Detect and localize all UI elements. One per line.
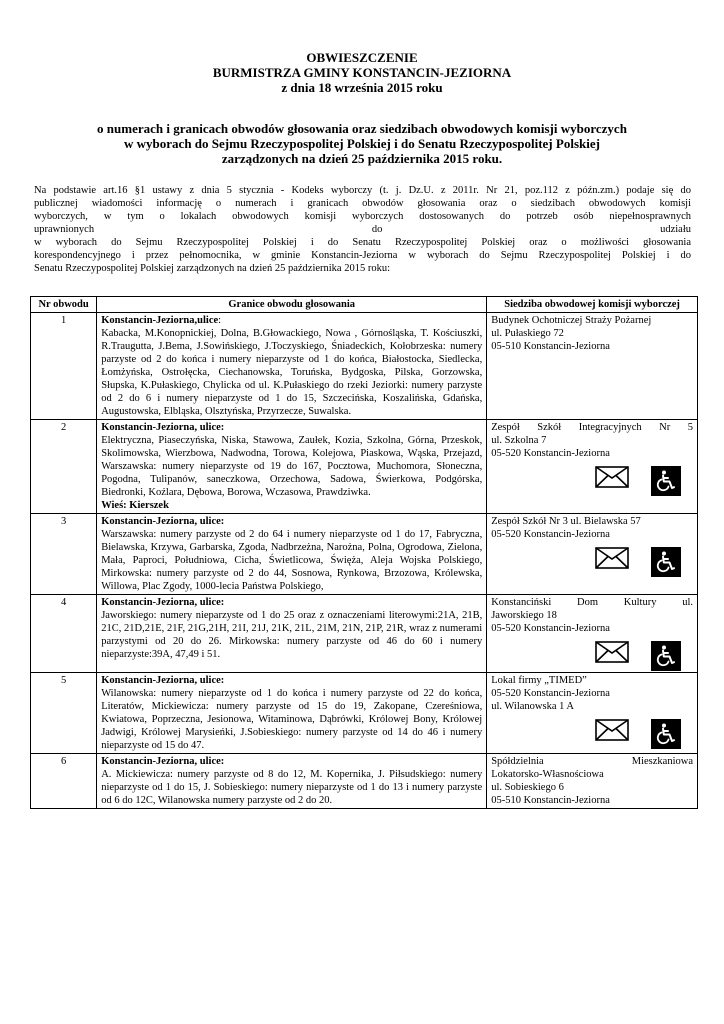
- header-title: OBWIESZCZENIE: [306, 50, 418, 65]
- table-row: [31, 595, 698, 673]
- subject-line-1: o numerach i granicach obwodów głosowania oraz siedzibach obwodowych komisji wyborczych: [97, 121, 627, 136]
- boundary-heading: Konstancin-Jeziorna,ulice: [101, 315, 219, 326]
- seat-line: 05-520 Konstancin-Jeziorna: [491, 529, 610, 540]
- seat-line: Spółdzielnia Mieszkaniowa: [491, 756, 693, 767]
- intro-line: [34, 223, 691, 236]
- commission-seat: [487, 754, 698, 809]
- intro-line: w wyborach do Sejmu Rzeczypospolitej Polskiej i do Senatu Rzeczypospolitej Polskiej oraz o możliwości głosowania: [34, 237, 691, 248]
- seat-line: Lokatorsko-Własnościowa: [491, 769, 604, 780]
- seat-line: Zespół Szkół Integracyjnych Nr 5: [491, 422, 693, 433]
- district-boundaries: [97, 754, 487, 809]
- boundary-streets: Jaworskiego: numery nieparzyste od 1 do 25 oraz z oznaczeniami literowymi:21A, 21B, 21C, 21D,21E, 21F, 21G,21H, 21I, 21J, 21K, 21L, 21M, 21N, 21P, 21R, wraz z numerami parzystymi od 20 do 26. Mirkowska: numery parzyste od 46 do 60 i numery nieparzyste:39A, 47,49 i 51.: [101, 610, 483, 660]
- seat-icons: [491, 719, 693, 749]
- boundary-heading: Konstancin-Jeziorna, ulice:: [101, 422, 225, 433]
- boundary-heading: Konstancin-Jeziorna, ulice:: [101, 597, 225, 608]
- seat-line: Zespół Szkół Nr 3 ul. Bielawska 57: [491, 516, 641, 527]
- seat-line: 05-520 Konstancin-Jeziorna: [491, 623, 610, 634]
- boundary-heading: Konstancin-Jeziorna, ulice:: [101, 675, 225, 686]
- header-date: z dnia 18 września 2015 roku: [281, 80, 443, 95]
- district-boundaries: [97, 673, 487, 754]
- table-header-row: [31, 297, 698, 313]
- seat-line: 05-510 Konstancin-Jeziorna: [491, 341, 610, 352]
- intro-line: Na podstawie art.16 §1 ustawy z dnia 5 stycznia - Kodeks wyborczy (t. j. Dz.U. z 2011r. Nr 21, poz.112 z późn.zm.) podaje się do: [34, 185, 691, 196]
- district-boundaries: [97, 595, 487, 673]
- intro-line: korespondencyjnego i przez pełnomocnika, w gminie Konstancin-Jeziorna w wyborach do Sejmu Rzeczypospolitej Polskiej i do: [34, 250, 691, 261]
- seat-icons: [491, 547, 693, 577]
- boundary-heading-suffix: :: [218, 315, 222, 326]
- intro-line: wyborczych, w tym o lokalach obwodowych komisji wyborczych dostosowanych do potrzeb osób niepełnosprawnych: [34, 211, 691, 222]
- table-row: [31, 420, 698, 514]
- table-row: [31, 313, 698, 420]
- district-boundaries: [97, 313, 487, 420]
- districts-table: [30, 296, 698, 809]
- district-boundaries: [97, 420, 487, 514]
- header-nr: Nr obwodu: [31, 297, 97, 313]
- boundary-streets: Wilanowska: numery nieparzyste od 1 do końca i numery parzyste od 22 do końca, Literatów, Mickiewicza: numery parzyste od 15 do 19, Zakopane, Czereśniowa, Kwiatowa, Poprzeczna, Jesionowa, Witaminowa, Dąbrówki, Królowej Bony, Królowej Jadwigi, Królowej Marysieńki, J.Sobieskiego: numery parzyste od 14 do 46 i numery nieparzyste od 15 do 47.: [101, 688, 483, 751]
- seat-icons: [491, 641, 693, 671]
- boundary-streets: Warszawska: numery parzyste od 2 do 64 i numery nieparzyste od 1 do 17, Fabryczna, Bielawska, Krzywa, Garbarska, Zgoda, Nadbrzeżna, Narożna, Polna, Ogrodowa, Zielona, Mała, Paproci, Południowa, Cicha, Świetlicowa, Święża, Aleja Wojska Polskiego, Mirkowska: numery parzyste od 2 do 44, Sosnowa, Rynkowa, Brzozowa, Królewska, Willowa, Plac Zgody, 1000-lecia Państwa Polskiego,: [101, 529, 483, 592]
- header-authority: BURMISTRZA GMINY KONSTANCIN-JEZIORNA: [212, 65, 512, 80]
- wheelchair-icon: [651, 719, 681, 749]
- intro-line: publicznej wiadomości informację o numerach i granicach obwodów głosowania oraz o siedzibach obwodowych komisji: [34, 198, 691, 209]
- seat-icons: [491, 466, 693, 496]
- district-number: 5: [31, 673, 97, 754]
- envelope-icon: [595, 466, 629, 496]
- subject-line-3: zarządzonych na dzień 25 października 2015 roku.: [221, 151, 503, 166]
- seat-line: ul. Wilanowska 1 A: [491, 701, 574, 712]
- district-boundaries: [97, 514, 487, 595]
- table-row: [31, 754, 698, 809]
- intro-word: udziału: [660, 224, 691, 235]
- district-number: 4: [31, 595, 97, 673]
- commission-seat: [487, 673, 698, 754]
- envelope-icon: [595, 547, 629, 577]
- intro-paragraph: [34, 184, 691, 275]
- seat-line: Konstanciński Dom Kultury ul.: [491, 597, 693, 608]
- boundary-heading: Konstancin-Jeziorna, ulice:: [101, 756, 225, 767]
- seat-line: Lokal firmy „TIMED”: [491, 675, 587, 686]
- wheelchair-icon: [651, 547, 681, 577]
- envelope-icon: [595, 641, 629, 671]
- commission-seat: [487, 514, 698, 595]
- seat-line: 05-520 Konstancin-Jeziorna: [491, 688, 610, 699]
- wheelchair-icon: [651, 641, 681, 671]
- commission-seat: [487, 595, 698, 673]
- table-row: [31, 673, 698, 754]
- commission-seat: [487, 313, 698, 420]
- header-seat: Siedziba obwodowej komisji wyborczej: [487, 297, 698, 313]
- envelope-icon: [595, 719, 629, 749]
- commission-seat: [487, 420, 698, 514]
- seat-line: ul. Szkolna 7: [491, 435, 547, 446]
- document-subject: [0, 121, 724, 166]
- boundary-streets: Elektryczna, Piaseczyńska, Niska, Stawowa, Zaułek, Kozia, Szkolna, Górna, Przeskok, Skolimowska, Wierzbowa, Nadwodna, Torowa, Kolejowa, Piaskowa, Wąska, Przejazd, Warszawska: numery nieparzyste od 19 do 167, Pocztowa, Muchomora, Słoneczna, Pogodna, Tulipanów, saneczkowa, Orzechowa, Sadowa, Świerkowa, Podgórska, Biedronki, Koźlara, Dębowa, Borowa, Wczasowa, Prawdziwka.: [101, 435, 483, 498]
- boundary-streets: A. Mickiewicza: numery parzyste od 8 do 12, M. Kopernika, J. Piłsudskiego: numery nieparzyste od 1 do 15, J. Sobieskiego: numery nieparzyste od 1 do 13 i numery parzyste od 6 do 12C, Wilanowska numery parzyste od 2 do 20.: [101, 769, 483, 806]
- district-number: 3: [31, 514, 97, 595]
- district-number: 6: [31, 754, 97, 809]
- intro-word: do: [371, 224, 383, 235]
- seat-line: 05-520 Konstancin-Jeziorna: [491, 448, 610, 459]
- seat-line: Budynek Ochotniczej Straży Pożarnej: [491, 315, 652, 326]
- intro-line: Senatu Rzeczypospolitej Polskiej zarządzonych na dzień 25 października 2015 roku:: [34, 263, 391, 274]
- header-boundaries: Granice obwodu głosowania: [97, 297, 487, 313]
- intro-word: uprawnionych: [34, 224, 95, 235]
- district-number: 1: [31, 313, 97, 420]
- subject-line-2: w wyborach do Sejmu Rzeczypospolitej Polskiej i do Senatu Rzeczypospolitej Polskiej: [124, 136, 600, 151]
- document-header: [0, 50, 724, 95]
- table-row: [31, 514, 698, 595]
- boundary-village: Wieś: Kierszek: [101, 500, 169, 511]
- district-number: 2: [31, 420, 97, 514]
- seat-line: ul. Sobieskiego 6: [491, 782, 564, 793]
- seat-line: Jaworskiego 18: [491, 610, 557, 621]
- seat-line: ul. Pułaskiego 72: [491, 328, 564, 339]
- boundary-streets: Kabacka, M.Konopnickiej, Dolna, B.Głowackiego, Nowa , Górnośląska, T. Kościuszki, R.Traugutta, J.Bema, J.Sowińskiego, J.Toczyskiego, Śniadeckich, Kołobrzeska: numery parzyste od 2 do końca i numery nieparzyste od 1 do końca, Białostocka, Siedlecka, Łomżyńska, Ostrołęcka, Ciechanowska, Toruńska, Bydgoska, Pilska, Gorzowska, Słupska, K.Pułaskiego, Chylicka od ul. K.Pułaskiego do rzeki Jeziorki: numery parzyste od 2 do 6 i numery nieparzyste od 1 do 15, Szczecińska, Koszalińska, Gdańska, Augustowska, Elbląska, Olsztyńska, Przyrzecze, Suwalska.: [101, 328, 483, 417]
- wheelchair-icon: [651, 466, 681, 496]
- boundary-heading: Konstancin-Jeziorna, ulice:: [101, 516, 225, 527]
- seat-line: 05-510 Konstancin-Jeziorna: [491, 795, 610, 806]
